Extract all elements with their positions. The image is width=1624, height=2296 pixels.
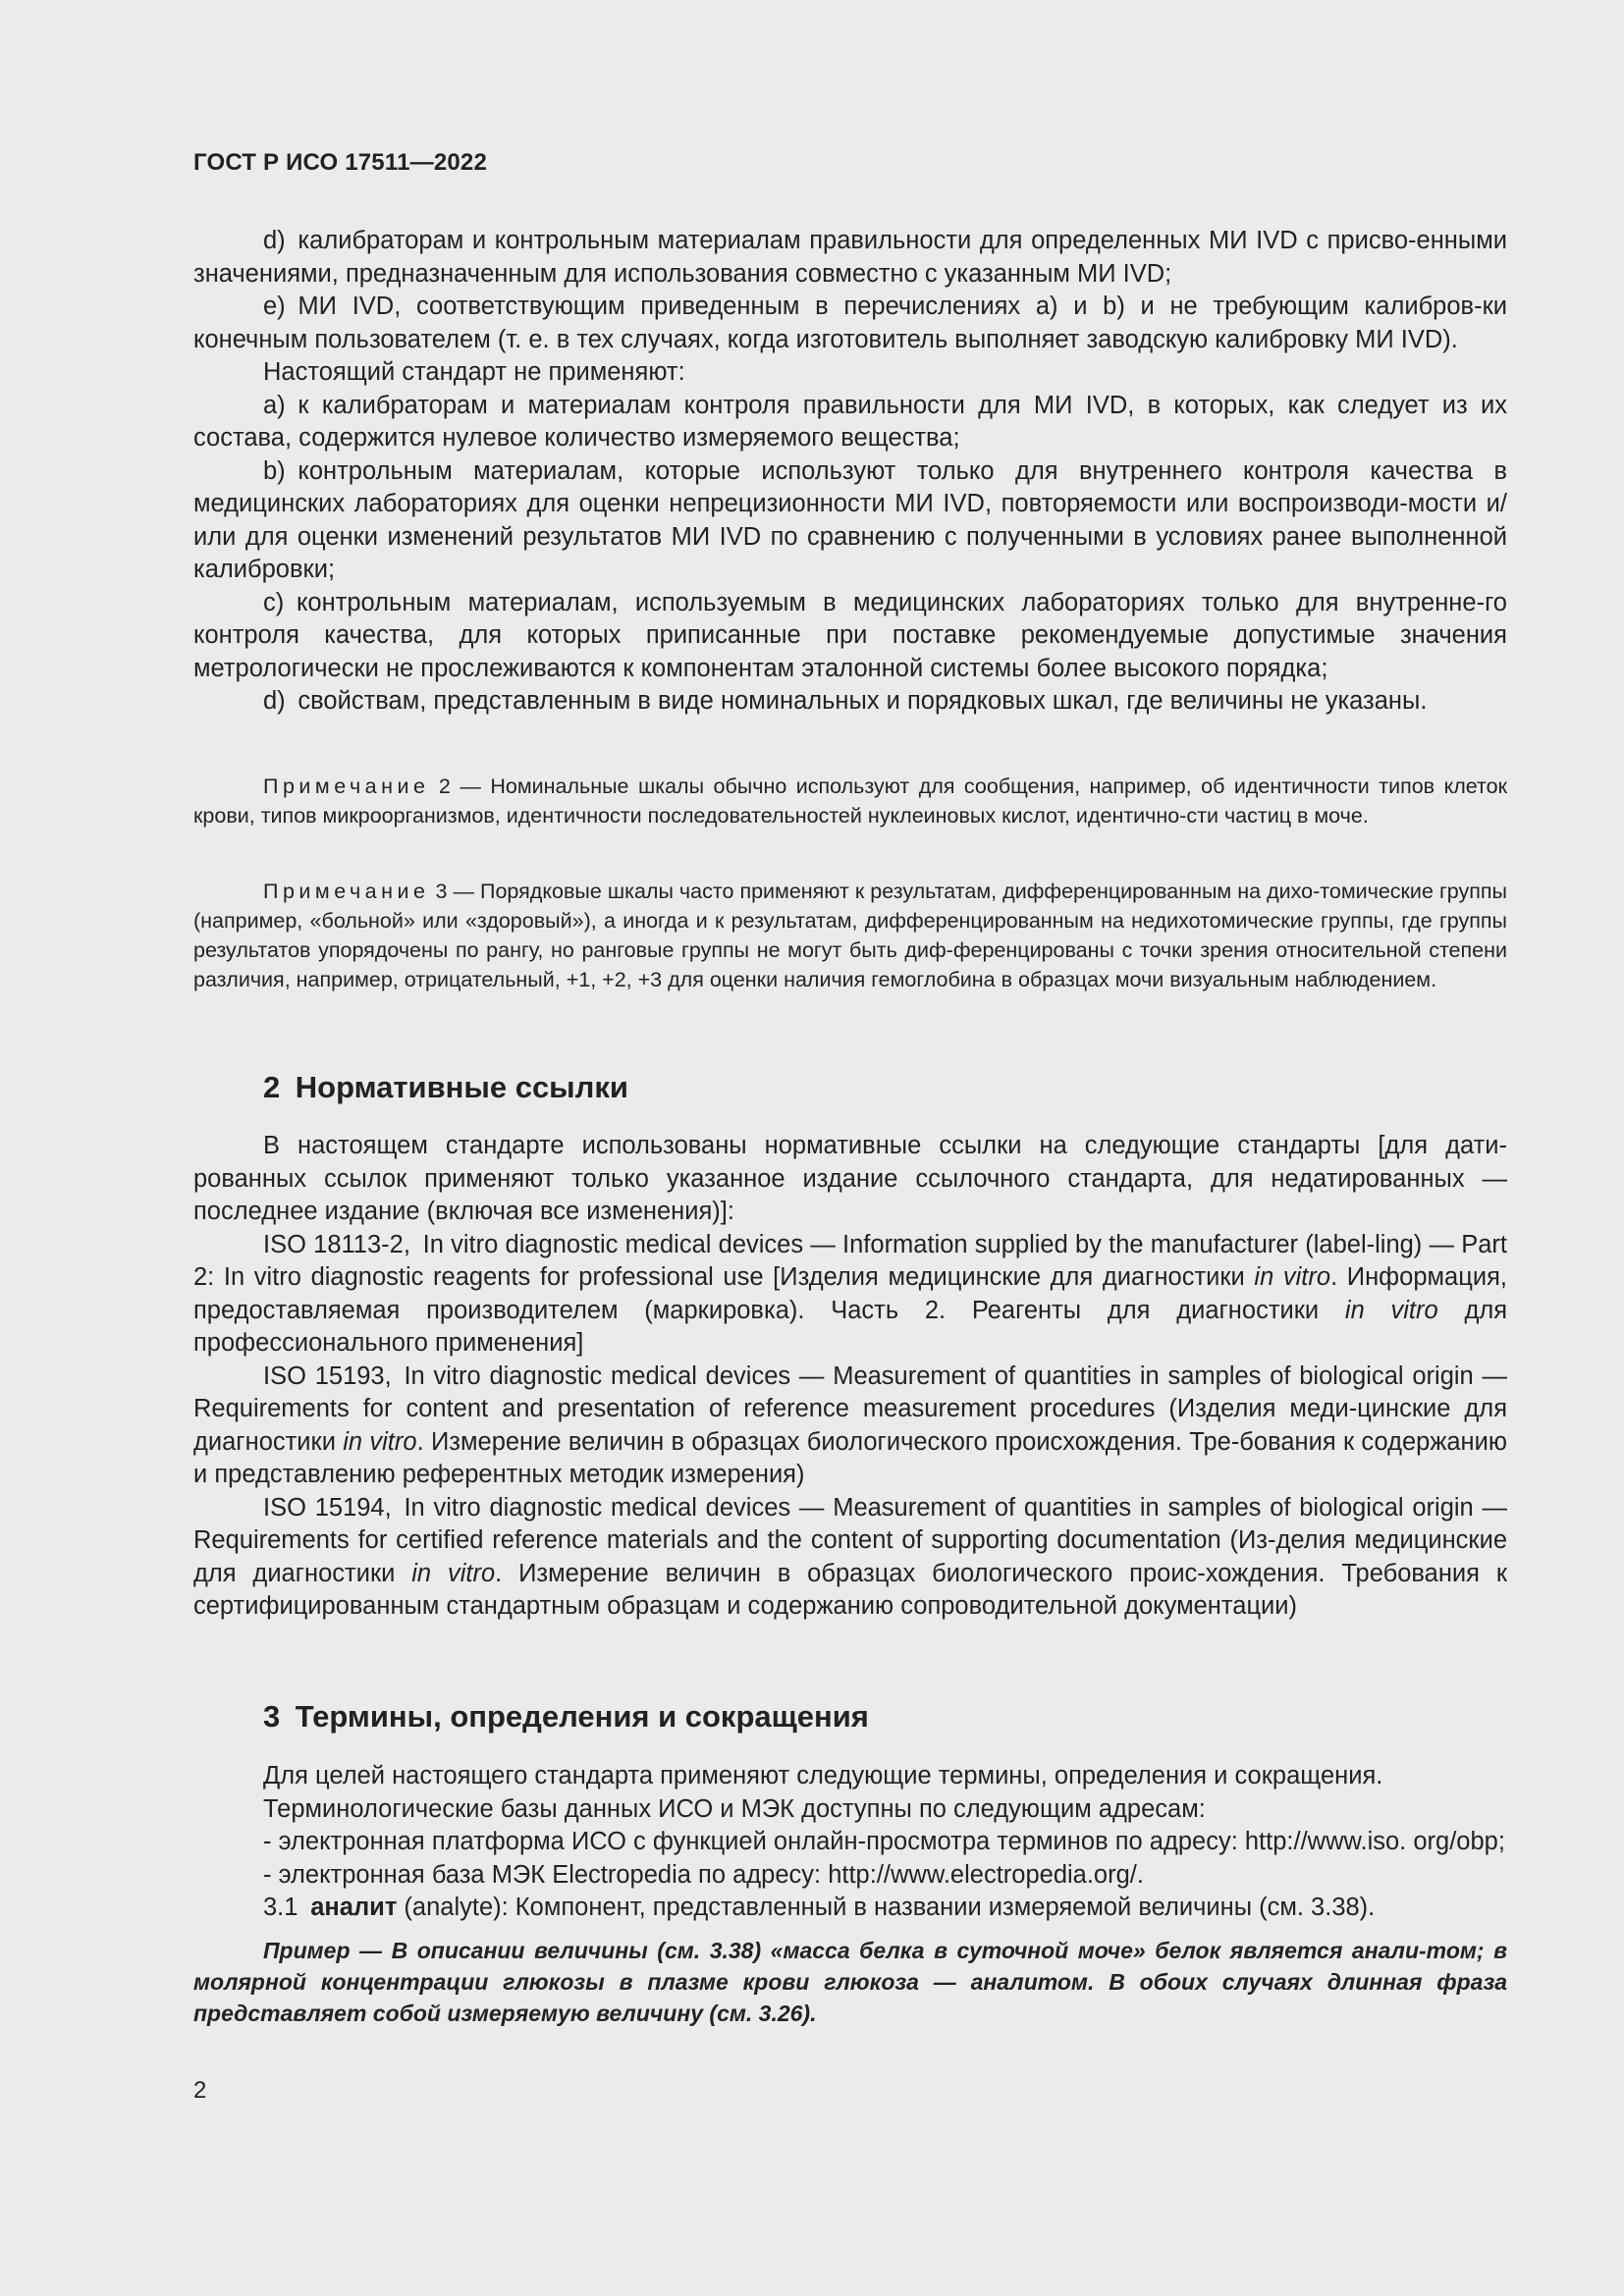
scope-list — [193, 225, 1507, 719]
note-2 — [193, 772, 1507, 830]
note-text: 3 — Порядковые шкалы часто применяют к результатам, дифференцированным на дихо-томические группы (например, «больной» или «здоровый»), а иногда и к результатам, дифференцированным на недихотомические группы, где группы результатов упорядочены по рангу, но ранговые группы не могут быть диф-ференцированы с точки зрения относительной степени различия, например, отрицательный, +1, +2, +3 для оценки наличия гемоглобина в образцах мочи визуальным наблюдением. — [193, 880, 1507, 991]
scope-item-d1: d) калибраторам и контрольным материалам правильности для определенных МИ IVD с присво-енными значениями, предназначенным для использования совместно с указанным МИ IVD; — [193, 227, 1507, 288]
term-databases: Терминологические базы данных ИСО и МЭК доступны по следующим адресам: — [263, 1794, 1206, 1823]
note-label: Примечание — [263, 774, 430, 798]
note-text: 2 — Номинальные шкалы обычно используют для сообщения, например, об идентичности типов клеток крови, типов микроорганизмов, идентичности последовательностей нуклеиновых кислот, идентично-сти частиц в моче. — [193, 774, 1507, 828]
not-applied-heading: Настоящий стандарт не применяют: — [263, 358, 685, 386]
term-name: аналит — [310, 1894, 398, 1921]
section-3-intro: Для целей настоящего стандарта применяют следующие термины, определения и сокращения. — [263, 1762, 1383, 1789]
section-2-body — [193, 1130, 1507, 1624]
ref-iso-18113-2: ISO 18113-2, In vitro diagnostic medical devices — Information supplied by the manufacturer (label-ling) — Part 2: In vitro diagnostic reagents for professional use [Изделия медицинские для диагностики in vitro. Информация, предоставляемая производителем (маркировка). Часть 2. Реагенты для диагностики in vitro для профессионального применения] — [193, 1230, 1508, 1357]
example-text: Пример — В описании величины (см. 3.38) «масса белка в суточной моче» белок является анали-том; в молярной концентрации глюкозы в плазме крови глюкоза — аналитом. В обоих случаях длинная фраза представляет собой измеряемую величину (см. 3.26). — [193, 1937, 1507, 2026]
scope-item-e: e) МИ IVD, соответствующим приведенным в перечислениях a) и b) и не требующим калибров-ки конечным пользователем (т. е. в тех случаях, когда изготовитель выполняет заводскую калибровку МИ IVD). — [193, 293, 1507, 353]
electropedia-item: - электронная база МЭК Electropedia по адресу: http://www.electropedia.org/. — [263, 1860, 1144, 1889]
note-label: Примечание — [263, 880, 430, 903]
exclusion-item-d: d) свойствам, представленным в виде номинальных и порядковых шкал, где величины не указаны. — [263, 687, 1428, 715]
term-3-1: 3.1 аналит (analyte): Компонент, представленный в названии измеряемой величины (см. 3.38). — [263, 1894, 1376, 1921]
exclusion-item-b: b) контрольным материалам, которые используют только для внутреннего контроля качества в медицинских лабораториях для оценки непрецизионности МИ IVD, повторяемости или воспроизводи-мости и/или для оценки изменений результатов МИ IVD по сравнению с полученными в условиях ранее выполненной калибровки; — [193, 456, 1507, 583]
ref-iso-15194: ISO 15194, In vitro diagnostic medical devices — Measurement of quantities in samples of biological origin — Requirements for certified reference materials and the content of supporting documentation (Из-делия медицинские для диагностики in vitro. Измерение величин в образцах биологического проис-хождения. Требования к сертифицированным стандартным образцам и содержанию сопроводительной документации) — [193, 1493, 1507, 1620]
section-3-heading: 3 Термины, определения и сокращения — [263, 1699, 869, 1734]
note-3 — [193, 877, 1507, 994]
section-2-heading: 2 Нормативные ссылки — [263, 1070, 628, 1104]
document-header: ГОСТ Р ИСО 17511—2022 — [193, 149, 488, 176]
ref-iso-15193: ISO 15193, In vitro diagnostic medical devices — Measurement of quantities in samples of biological origin — Requirements for content and presentation of reference measurement procedures (Изделия меди-цинские для диагностики in vitro. Измерение величин в образцах биологического происхождения. Тре-бования к содержанию и представлению референтных методик измерения) — [193, 1362, 1508, 1488]
section-3-body — [193, 1760, 1507, 2029]
iso-platform-item: - электронная платформа ИСО с функцией онлайн-просмотра терминов по адресу: http://www.iso. org/obp; — [263, 1828, 1505, 1855]
page-number: 2 — [193, 2077, 207, 2104]
exclusion-item-a: a) к калибраторам и материалам контроля правильности для МИ IVD, в которых, как следует из их состава, содержится нулевое количество измеряемого вещества; — [193, 391, 1507, 452]
section-2-intro: В настоящем стандарте использованы нормативные ссылки на следующие стандарты [для дати-рованных ссылок применяют только указанное издание ссылочного стандарта, для недатированных — последнее издание (включая все изменения)]: — [193, 1132, 1507, 1225]
exclusion-item-c: c) контрольным материалам, используемым в медицинских лабораториях только для внутренне-го контроля качества, для которых приписанные при поставке рекомендуемые допустимые значения метрологически не прослеживаются к компонентам эталонной системы более высокого порядка; — [193, 588, 1507, 682]
